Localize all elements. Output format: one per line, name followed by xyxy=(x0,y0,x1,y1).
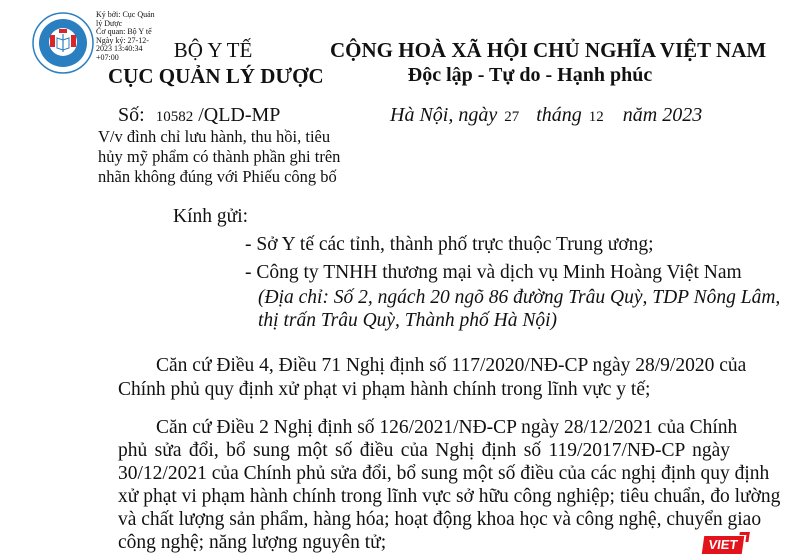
number-value: 10582 xyxy=(155,109,194,125)
signature-line: +07:00 xyxy=(96,52,119,62)
paragraph-line: Chính phủ quy định xử phạt vi phạm hành chính trong lĩnh vực y tế; xyxy=(118,379,651,400)
recipient-address: (Địa chỉ: Số 2, ngách 20 ngõ 86 đường Trâu Quỳ, TDP Nông Lâm, xyxy=(258,287,781,308)
recipient-address: thị trấn Trâu Quỳ, Thành phố Hà Nội) xyxy=(258,310,558,331)
recipient-item: - Công ty TNHH thương mại và dịch vụ Minh Hoàng Việt Nam xyxy=(245,262,742,283)
signature-line: Ký bởi: Cục Quản xyxy=(96,10,155,19)
subject-line: hủy mỹ phẩm có thành phần ghi trên xyxy=(98,147,341,166)
paragraph-line: công nghệ; năng lượng nguyên tử; xyxy=(118,532,387,553)
paragraph-line: 30/12/2021 của Chính phủ sửa đổi, bổ sung một số điều của các nghị định quy định xyxy=(118,463,770,484)
signature-line: 2023 13:40:34 xyxy=(96,44,143,53)
number-label: Số: xyxy=(118,104,145,126)
agency-name: CỤC QUẢN LÝ DƯỢC xyxy=(108,64,324,88)
date-prefix: Hà Nội, ngày xyxy=(390,104,498,126)
date-month: 12 xyxy=(588,109,604,125)
paragraph-line: Căn cứ Điều 2 Nghị định số 126/2021/NĐ-CP ngày 28/12/2021 của Chính xyxy=(156,417,738,438)
signature-line: Ngày ký: 27-12- xyxy=(96,35,149,45)
signature-line: Cơ quan: Bộ Y tế xyxy=(96,27,152,36)
paragraph-line: phủ sửa đổi, bổ sung một số điều của Nghị định số 119/2017/NĐ-CP ngày xyxy=(118,440,730,461)
paragraph-line: Căn cứ Điều 4, Điều 71 Nghị định số 117/2020/NĐ-CP ngày 28/9/2020 của xyxy=(156,355,747,376)
national-motto: Độc lập - Tự do - Hạnh phúc xyxy=(407,64,653,86)
date-day: 27 xyxy=(504,109,520,125)
subject-line: V/v đình chỉ lưu hành, thu hồi, tiêu xyxy=(98,127,331,146)
viet-watermark-logo: VIET xyxy=(702,536,745,554)
country-name: CỘNG HOÀ XÃ HỘI CHỦ NGHĨA VIỆT NAM xyxy=(330,38,767,62)
subject-line: nhãn không đúng với Phiếu công bố xyxy=(98,167,337,186)
date-year: năm 2023 xyxy=(622,104,703,126)
signature-line: lý Dược xyxy=(96,18,123,28)
recipients-label: Kính gửi: xyxy=(173,206,249,227)
document-date xyxy=(390,104,702,129)
agency-seal-logo xyxy=(32,12,94,74)
date-month-label: tháng xyxy=(536,104,582,126)
ministry-name: BỘ Y TẾ xyxy=(173,38,253,62)
recipient-item: - Sở Y tế các tỉnh, thành phố trực thuộc Trung ương; xyxy=(245,234,654,255)
number-suffix: /QLD-MP xyxy=(198,104,281,126)
digital-signature-info xyxy=(96,11,155,62)
paragraph-line: và chất lượng sản phẩm, hàng hóa; hoạt động khoa học và công nghệ, chuyển giao xyxy=(118,509,762,530)
document-number xyxy=(118,104,280,129)
paragraph-line: xử phạt vi phạm hành chính trong lĩnh vực sở hữu công nghiệp; tiêu chuẩn, đo lường xyxy=(118,486,781,507)
